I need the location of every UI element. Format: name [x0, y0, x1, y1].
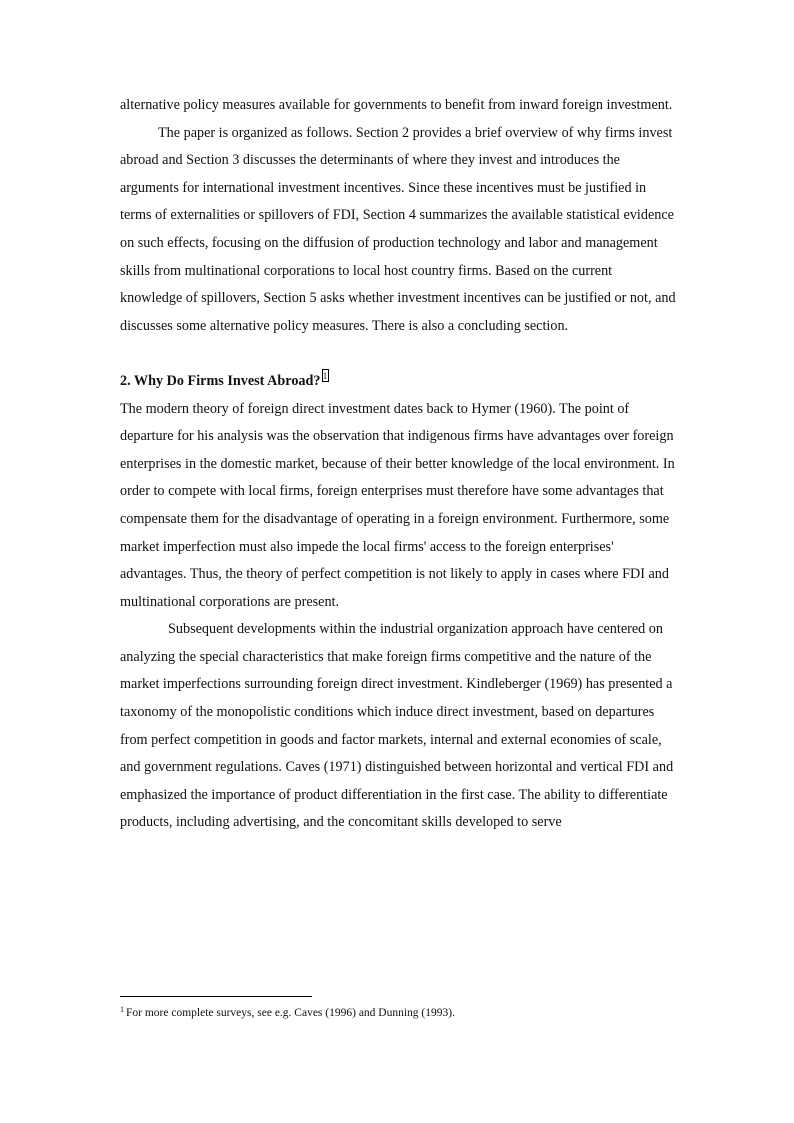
paragraph-organization: The paper is organized as follows. Section 2 provides a brief overview of why firms invest abroad and Section 3 discusses the determinants of where they invest and introduces the arguments for international investment incentives. Since these incentives must be justified in terms of externalities or spillovers of FDI, Section 4 summarizes the available statistical evidence on such effects, focusing on the diffusion of production technology and labor and management skills from multinational corporations to local host country firms. Based on the current knowledge of spillovers, Section 5 asks whether investment incentives can be justified or not, and discusses some alternative policy measures. There is also a concluding section.: [120, 124, 676, 334]
paragraph-spacer: [120, 340, 676, 368]
section-heading: [120, 368, 676, 396]
footnote-number: 1: [120, 1005, 124, 1014]
footnote-reference-marker[interactable]: 1: [322, 370, 328, 381]
section-heading-text: 2. Why Do Firms Invest Abroad?: [120, 372, 321, 389]
paragraph-hymer: The modern theory of foreign direct investment dates back to Hymer (1960). The point of departure for his analysis was the observation that indigenous firms have advantages over foreign enterprises in the domestic market, because of their better knowledge of the local environment. In order to compete with local firms, foreign enterprises must therefore have some advantages that compensate them for the disadvantage of operating in a foreign environment. Furthermore, some market imperfection must also impede the local firms' access to the foreign enterprises' advantages. Thus, the theory of perfect competition is not likely to apply in cases where FDI and multinational corporations are present.: [120, 400, 675, 610]
paragraph-subsequent: Subsequent developments within the industrial organization approach have centered on analyzing the special characteristics that make foreign firms competitive and the nature of the market imperfections surrounding foreign direct investment. Kindleberger (1969) has presented a taxonomy of the monopolistic conditions which induce direct investment, based on departures from perfect competition in goods and factor markets, internal and external economies of scale, and government regulations. Caves (1971) distinguished between horizontal and vertical FDI and emphasized the importance of product differentiation in the first case. The ability to differentiate products, including advertising, and the concomitant skills developed to serve: [120, 621, 674, 831]
paragraph-continuation: alternative policy measures available for governments to benefit from inward foreign investment.: [120, 97, 673, 113]
footnote-separator: [120, 996, 312, 997]
footnote-text: For more complete surveys, see e.g. Caves (1996) and Dunning (1993).: [126, 1007, 455, 1019]
document-page: [120, 92, 676, 837]
footnote: [120, 1002, 676, 1021]
